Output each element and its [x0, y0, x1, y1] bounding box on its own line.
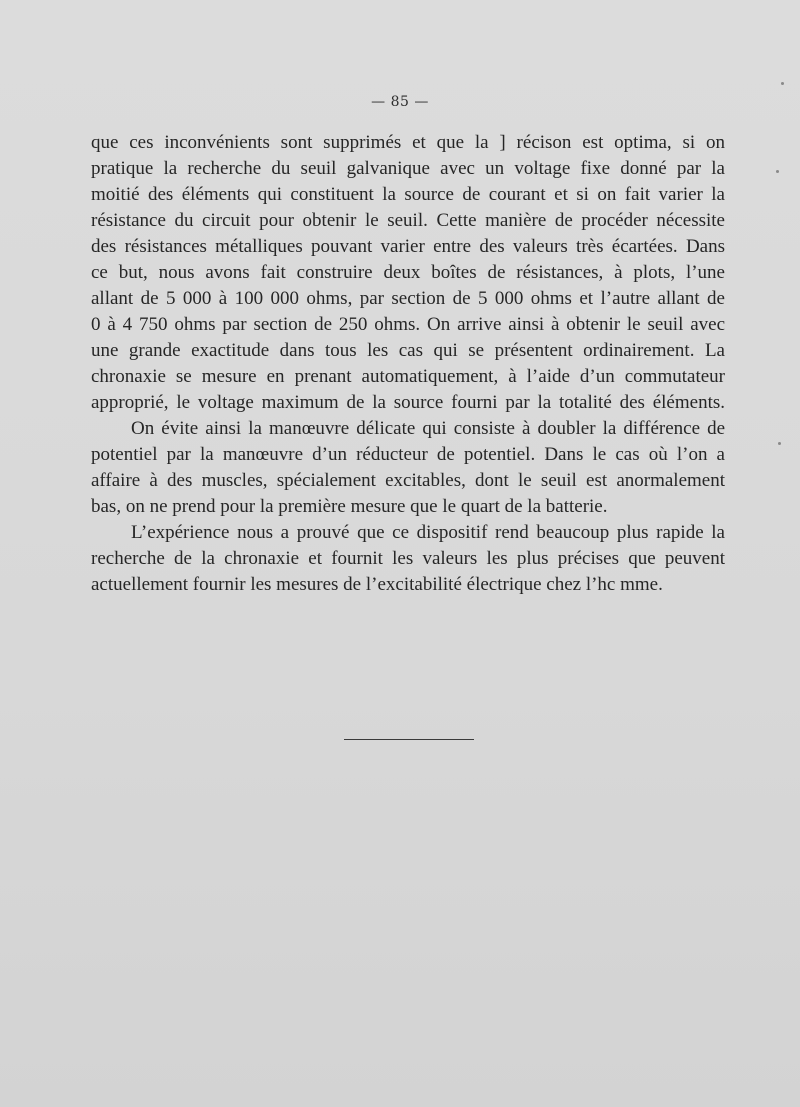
text-line: que ces inconvénients sont supprimés et que la ] récison est optima, si on: [91, 132, 725, 153]
text-line: des résistances métalliques pouvant varier entre des valeurs très écartées. Dans: [91, 236, 725, 257]
page-number: — 85 —: [371, 94, 429, 110]
text-line: allant de 5 000 à 100 000 ohms, par section de 5 000 ohms et l’autre allant de: [91, 288, 725, 309]
text-line: résistance du circuit pour obtenir le seuil. Cette manière de procéder nécessite: [91, 210, 725, 231]
closing-rule: [344, 739, 474, 740]
text-line: recherche de la chronaxie et fournit les valeurs les plus précises que peuvent: [91, 548, 725, 569]
text-line: chronaxie se mesure en prenant automatiquement, à l’aide d’un commutateur: [91, 366, 725, 387]
text-line: On évite ainsi la manœuvre délicate qui consiste à doubler la différence de: [131, 418, 725, 439]
paragraph-1: [91, 130, 725, 416]
text-line: moitié des éléments qui constituent la source de courant et si on fait varier la: [91, 184, 725, 205]
text-line: affaire à des muscles, spécialement excitables, dont le seuil est anormalement: [91, 470, 725, 491]
text-line: 0 à 4 750 ohms par section de 250 ohms. On arrive ainsi à obtenir le seuil avec: [91, 314, 725, 335]
text-line: potentiel par la manœuvre d’un réducteur de potentiel. Dans le cas où l’on a: [91, 444, 725, 465]
text-line: bas, on ne prend pour la première mesure que le quart de la batterie.: [91, 496, 608, 517]
text-line: L’expérience nous a prouvé que ce dispositif rend beaucoup plus rapide la: [131, 522, 725, 543]
paragraph-3: [91, 520, 725, 598]
scan-speck: [778, 442, 781, 445]
scan-speck: [781, 82, 784, 85]
scan-speck: [776, 170, 779, 173]
text-line: ce but, nous avons fait construire deux boîtes de résistances, à plots, l’une: [91, 262, 725, 283]
body-text: [91, 130, 725, 598]
text-line: actuellement fournir les mesures de l’excitabilité électrique chez l’hc mme.: [91, 574, 663, 595]
text-line: une grande exactitude dans tous les cas qui se présentent ordinairement. La: [91, 340, 725, 361]
text-line: pratique la recherche du seuil galvanique avec un voltage fixe donné par la: [91, 158, 725, 179]
paragraph-2: [91, 416, 725, 520]
text-line: approprié, le voltage maximum de la source fourni par la totalité des éléments.: [91, 392, 725, 413]
